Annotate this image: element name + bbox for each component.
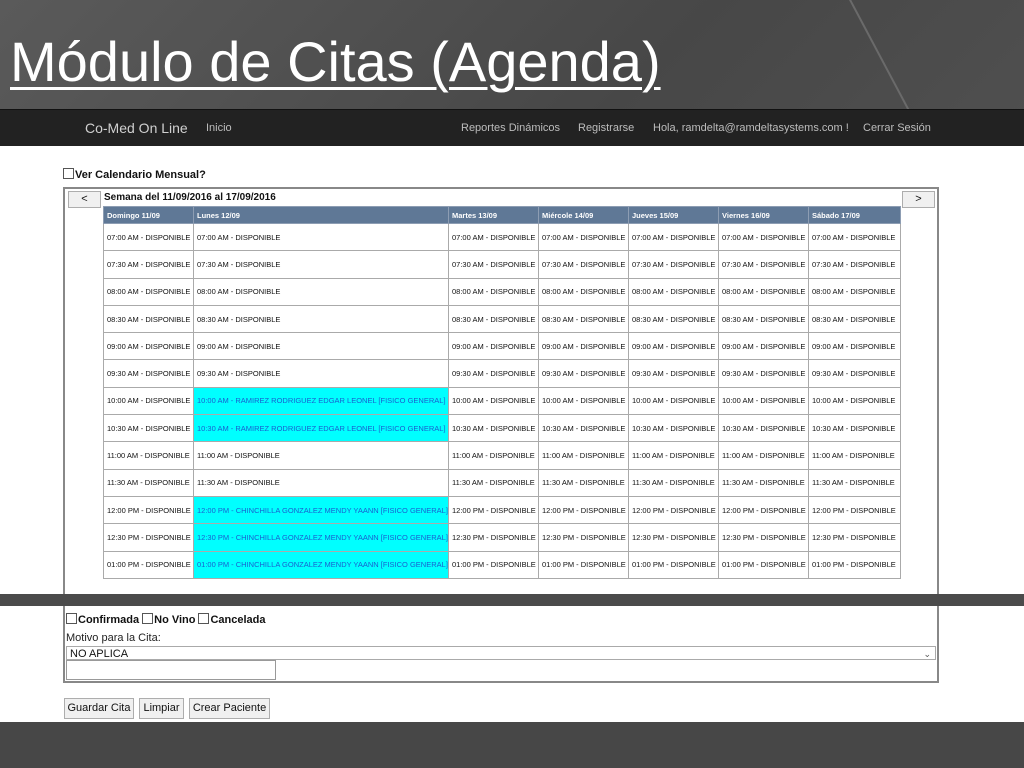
- time-slot-cell[interactable]: 11:00 AM - DISPONIBLE: [809, 442, 901, 469]
- week-range-label: Semana del 11/09/2016 al 17/09/2016: [104, 192, 276, 203]
- time-slot-cell[interactable]: 12:00 PM - DISPONIBLE: [449, 496, 539, 523]
- time-slot-row: [104, 496, 901, 523]
- no-vino-label: No Vino: [154, 614, 196, 626]
- time-slot-row: [104, 469, 901, 496]
- time-slot-cell[interactable]: 08:00 AM - DISPONIBLE: [629, 278, 719, 305]
- time-slot-cell[interactable]: 09:30 AM - DISPONIBLE: [539, 360, 629, 387]
- guardar-cita-button[interactable]: Guardar Cita: [64, 698, 134, 719]
- time-slot-cell[interactable]: 01:00 PM - DISPONIBLE: [629, 551, 719, 578]
- time-slot-cell[interactable]: 11:00 AM - DISPONIBLE: [629, 442, 719, 469]
- calendar-body: [104, 224, 901, 579]
- time-slot-cell[interactable]: 12:30 PM - DISPONIBLE: [539, 524, 629, 551]
- status-checkboxes: [66, 613, 269, 626]
- time-slot-cell[interactable]: 09:00 AM - DISPONIBLE: [539, 333, 629, 360]
- brand-link[interactable]: Co-Med On Line: [85, 120, 188, 136]
- time-slot-cell[interactable]: 12:30 PM - DISPONIBLE: [629, 524, 719, 551]
- time-slot-cell[interactable]: 10:00 AM - RAMIREZ RODRIGUEZ EDGAR LEONEL [FISICO GENERAL]: [194, 387, 449, 414]
- motivo-text-input[interactable]: [66, 660, 276, 680]
- day-header: Lunes 12/09: [194, 207, 449, 224]
- status-confirmada[interactable]: [66, 614, 139, 626]
- time-slot-cell[interactable]: 08:00 AM - DISPONIBLE: [104, 278, 194, 305]
- time-slot-cell[interactable]: 12:00 PM - DISPONIBLE: [629, 496, 719, 523]
- time-slot-cell[interactable]: 11:00 AM - DISPONIBLE: [449, 442, 539, 469]
- time-slot-cell[interactable]: 09:30 AM - DISPONIBLE: [719, 360, 809, 387]
- time-slot-cell[interactable]: 01:00 PM - DISPONIBLE: [104, 551, 194, 578]
- time-slot-cell[interactable]: 12:00 PM - DISPONIBLE: [809, 496, 901, 523]
- next-week-button[interactable]: >: [902, 191, 935, 208]
- time-slot-cell[interactable]: 01:00 PM - DISPONIBLE: [449, 551, 539, 578]
- nav-user-greeting[interactable]: Hola, ramdelta@ramdeltasystems.com !: [653, 122, 849, 134]
- time-slot-cell[interactable]: 10:00 AM - DISPONIBLE: [809, 387, 901, 414]
- time-slot-cell[interactable]: 09:00 AM - DISPONIBLE: [104, 333, 194, 360]
- status-no-vino[interactable]: [142, 614, 195, 626]
- time-slot-cell[interactable]: 10:00 AM - DISPONIBLE: [539, 387, 629, 414]
- time-slot-cell[interactable]: 07:30 AM - DISPONIBLE: [719, 251, 809, 278]
- time-slot-row: [104, 224, 901, 251]
- time-slot-cell[interactable]: 08:30 AM - DISPONIBLE: [194, 305, 449, 332]
- time-slot-row: [104, 333, 901, 360]
- time-slot-cell[interactable]: 08:00 AM - DISPONIBLE: [539, 278, 629, 305]
- slide-bottom-band: [0, 722, 1024, 768]
- day-header: Martes 13/09: [449, 207, 539, 224]
- time-slot-cell[interactable]: 11:30 AM - DISPONIBLE: [809, 469, 901, 496]
- time-slot-cell[interactable]: 11:00 AM - DISPONIBLE: [539, 442, 629, 469]
- day-header: Domingo 11/09: [104, 207, 194, 224]
- time-slot-cell[interactable]: 08:30 AM - DISPONIBLE: [104, 305, 194, 332]
- time-slot-cell[interactable]: 07:30 AM - DISPONIBLE: [539, 251, 629, 278]
- time-slot-cell[interactable]: 07:00 AM - DISPONIBLE: [809, 224, 901, 251]
- crear-paciente-button[interactable]: Crear Paciente: [189, 698, 270, 719]
- time-slot-row: [104, 415, 901, 442]
- limpiar-button[interactable]: Limpiar: [139, 698, 184, 719]
- time-slot-cell[interactable]: 07:00 AM - DISPONIBLE: [719, 224, 809, 251]
- cancelada-label: Cancelada: [210, 614, 266, 626]
- motivo-label: Motivo para la Cita:: [66, 632, 161, 644]
- motivo-selected-value: NO APLICA: [70, 648, 129, 660]
- time-slot-cell[interactable]: 10:30 AM - DISPONIBLE: [809, 415, 901, 442]
- time-slot-cell[interactable]: 07:00 AM - DISPONIBLE: [629, 224, 719, 251]
- time-slot-cell[interactable]: 11:30 AM - DISPONIBLE: [629, 469, 719, 496]
- time-slot-cell[interactable]: 10:30 AM - DISPONIBLE: [539, 415, 629, 442]
- time-slot-cell[interactable]: 12:30 PM - DISPONIBLE: [449, 524, 539, 551]
- time-slot-row: [104, 360, 901, 387]
- confirmada-label: Confirmada: [78, 614, 140, 626]
- time-slot-cell[interactable]: 09:30 AM - DISPONIBLE: [194, 360, 449, 387]
- day-header: Jueves 15/09: [629, 207, 719, 224]
- time-slot-cell[interactable]: 09:00 AM - DISPONIBLE: [449, 333, 539, 360]
- time-slot-row: [104, 387, 901, 414]
- time-slot-row: [104, 442, 901, 469]
- time-slot-cell[interactable]: 07:00 AM - DISPONIBLE: [194, 224, 449, 251]
- time-slot-cell[interactable]: 11:30 AM - DISPONIBLE: [104, 469, 194, 496]
- time-slot-cell[interactable]: 10:30 AM - DISPONIBLE: [629, 415, 719, 442]
- time-slot-cell[interactable]: 09:30 AM - DISPONIBLE: [104, 360, 194, 387]
- time-slot-cell[interactable]: 10:00 AM - DISPONIBLE: [449, 387, 539, 414]
- slide-divider-band: [0, 594, 1024, 606]
- time-slot-row: [104, 305, 901, 332]
- day-header: Viernes 16/09: [719, 207, 809, 224]
- slide-title: Módulo de Citas (Agenda): [10, 30, 661, 93]
- cancelada-checkbox[interactable]: [198, 613, 209, 624]
- time-slot-cell[interactable]: 08:00 AM - DISPONIBLE: [194, 278, 449, 305]
- no-vino-checkbox[interactable]: [142, 613, 153, 624]
- day-header: Miércole 14/09: [539, 207, 629, 224]
- time-slot-cell[interactable]: 07:30 AM - DISPONIBLE: [449, 251, 539, 278]
- nav-reportes[interactable]: Reportes Dinámicos: [461, 122, 561, 134]
- time-slot-cell[interactable]: 09:00 AM - DISPONIBLE: [194, 333, 449, 360]
- time-slot-cell[interactable]: 07:30 AM - DISPONIBLE: [629, 251, 719, 278]
- time-slot-cell[interactable]: 10:30 AM - RAMIREZ RODRIGUEZ EDGAR LEONEL [FISICO GENERAL]: [194, 415, 449, 442]
- time-slot-cell[interactable]: 12:30 PM - DISPONIBLE: [719, 524, 809, 551]
- time-slot-cell[interactable]: 07:00 AM - DISPONIBLE: [104, 224, 194, 251]
- time-slot-cell[interactable]: 11:30 AM - DISPONIBLE: [449, 469, 539, 496]
- time-slot-cell[interactable]: 10:00 AM - DISPONIBLE: [104, 387, 194, 414]
- nav-registrarse[interactable]: Registrarse: [578, 122, 635, 134]
- time-slot-cell[interactable]: 07:30 AM - DISPONIBLE: [104, 251, 194, 278]
- time-slot-cell[interactable]: 07:30 AM - DISPONIBLE: [194, 251, 449, 278]
- time-slot-cell[interactable]: 12:00 PM - DISPONIBLE: [104, 496, 194, 523]
- time-slot-cell[interactable]: 09:00 AM - DISPONIBLE: [629, 333, 719, 360]
- motivo-select[interactable]: [66, 646, 936, 660]
- time-slot-cell[interactable]: 08:00 AM - DISPONIBLE: [449, 278, 539, 305]
- time-slot-cell[interactable]: 01:00 PM - DISPONIBLE: [539, 551, 629, 578]
- time-slot-cell[interactable]: 09:30 AM - DISPONIBLE: [449, 360, 539, 387]
- time-slot-cell[interactable]: 08:30 AM - DISPONIBLE: [539, 305, 629, 332]
- time-slot-cell[interactable]: 08:30 AM - DISPONIBLE: [449, 305, 539, 332]
- time-slot-cell[interactable]: 11:00 AM - DISPONIBLE: [719, 442, 809, 469]
- nav-logout[interactable]: Cerrar Sesión: [863, 122, 931, 134]
- time-slot-cell[interactable]: 09:00 AM - DISPONIBLE: [719, 333, 809, 360]
- time-slot-cell[interactable]: 12:30 PM - CHINCHILLA GONZALEZ MENDY YAANN [FISICO GENERAL]: [194, 524, 449, 551]
- time-slot-cell[interactable]: 12:30 PM - DISPONIBLE: [809, 524, 901, 551]
- time-slot-cell[interactable]: 07:30 AM - DISPONIBLE: [809, 251, 901, 278]
- time-slot-cell[interactable]: 11:30 AM - DISPONIBLE: [719, 469, 809, 496]
- time-slot-cell[interactable]: 11:30 AM - DISPONIBLE: [539, 469, 629, 496]
- time-slot-cell[interactable]: 12:00 PM - DISPONIBLE: [539, 496, 629, 523]
- time-slot-cell[interactable]: 01:00 PM - CHINCHILLA GONZALEZ MENDY YAANN [FISICO GENERAL]: [194, 551, 449, 578]
- time-slot-cell[interactable]: 11:30 AM - DISPONIBLE: [194, 469, 449, 496]
- time-slot-cell[interactable]: 09:30 AM - DISPONIBLE: [629, 360, 719, 387]
- monthly-calendar-checkbox[interactable]: [63, 168, 74, 179]
- time-slot-cell[interactable]: 11:00 AM - DISPONIBLE: [194, 442, 449, 469]
- time-slot-cell[interactable]: 11:00 AM - DISPONIBLE: [104, 442, 194, 469]
- time-slot-cell[interactable]: 08:00 AM - DISPONIBLE: [809, 278, 901, 305]
- time-slot-cell[interactable]: 09:30 AM - DISPONIBLE: [809, 360, 901, 387]
- time-slot-cell[interactable]: 07:00 AM - DISPONIBLE: [539, 224, 629, 251]
- time-slot-cell[interactable]: 10:00 AM - DISPONIBLE: [719, 387, 809, 414]
- calendar-header-row: [104, 207, 901, 224]
- time-slot-cell[interactable]: 08:00 AM - DISPONIBLE: [719, 278, 809, 305]
- time-slot-cell[interactable]: 01:00 PM - DISPONIBLE: [719, 551, 809, 578]
- time-slot-cell[interactable]: 08:30 AM - DISPONIBLE: [629, 305, 719, 332]
- time-slot-cell[interactable]: 08:30 AM - DISPONIBLE: [719, 305, 809, 332]
- day-header: Sábado 17/09: [809, 207, 901, 224]
- prev-week-button[interactable]: <: [68, 191, 101, 208]
- monthly-calendar-label: Ver Calendario Mensual?: [75, 169, 206, 181]
- time-slot-cell[interactable]: 09:00 AM - DISPONIBLE: [809, 333, 901, 360]
- time-slot-row: [104, 251, 901, 278]
- monthly-calendar-toggle[interactable]: [63, 168, 206, 181]
- chevron-down-icon: ⌄: [923, 649, 931, 659]
- top-navbar: [0, 109, 1024, 147]
- nav-inicio[interactable]: Inicio: [206, 122, 232, 134]
- time-slot-cell[interactable]: 12:00 PM - DISPONIBLE: [719, 496, 809, 523]
- time-slot-cell[interactable]: 12:30 PM - DISPONIBLE: [104, 524, 194, 551]
- time-slot-cell[interactable]: 12:00 PM - CHINCHILLA GONZALEZ MENDY YAANN [FISICO GENERAL]: [194, 496, 449, 523]
- confirmada-checkbox[interactable]: [66, 613, 77, 624]
- time-slot-cell[interactable]: 10:00 AM - DISPONIBLE: [629, 387, 719, 414]
- time-slot-row: [104, 524, 901, 551]
- time-slot-row: [104, 278, 901, 305]
- time-slot-cell[interactable]: 07:00 AM - DISPONIBLE: [449, 224, 539, 251]
- time-slot-row: [104, 551, 901, 578]
- time-slot-cell[interactable]: 10:30 AM - DISPONIBLE: [104, 415, 194, 442]
- time-slot-cell[interactable]: 01:00 PM - DISPONIBLE: [809, 551, 901, 578]
- time-slot-cell[interactable]: 10:30 AM - DISPONIBLE: [449, 415, 539, 442]
- week-calendar: [103, 206, 901, 579]
- time-slot-cell[interactable]: 08:30 AM - DISPONIBLE: [809, 305, 901, 332]
- time-slot-cell[interactable]: 10:30 AM - DISPONIBLE: [719, 415, 809, 442]
- status-cancelada[interactable]: [198, 614, 265, 626]
